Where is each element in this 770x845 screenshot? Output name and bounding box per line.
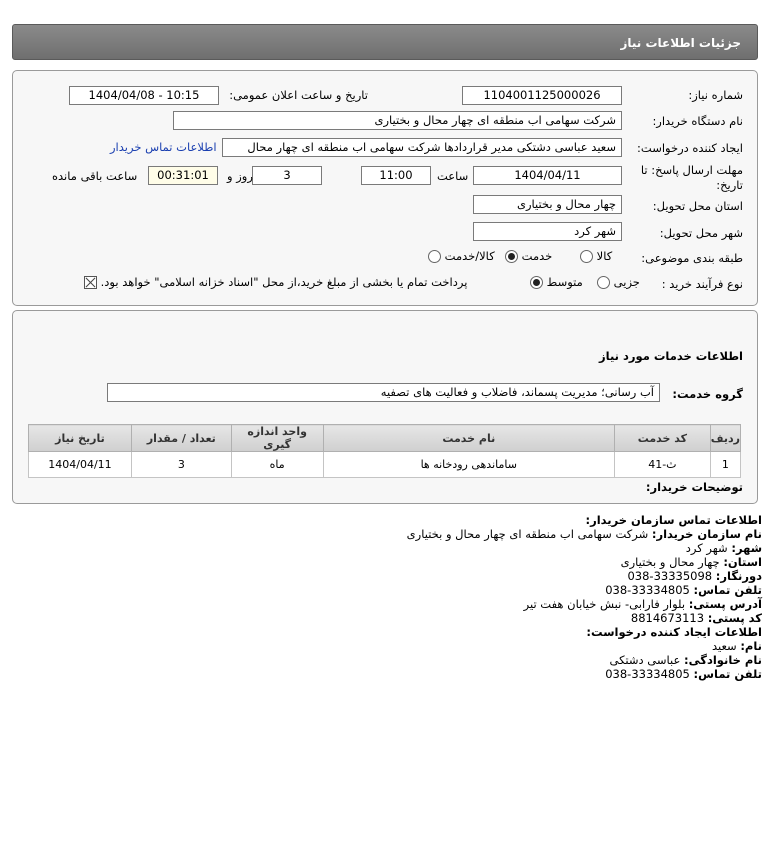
contact-phone-value: 038-33334805	[605, 583, 690, 597]
process-label: نوع فرآیند خرید :	[661, 277, 743, 291]
days-label: روز و	[227, 169, 253, 183]
cell-row: 1	[710, 452, 740, 478]
page-header	[12, 24, 758, 60]
deadline-time-field[interactable]: 11:00	[361, 166, 431, 185]
city-label: شهر محل تحویل:	[659, 226, 743, 240]
page-title: جزئیات اطلاعات نیاز	[620, 36, 741, 50]
contact-address-value: بلوار فارابی- نبش خیابان هفت تیر	[523, 597, 686, 611]
cell-code: ث-41	[614, 452, 710, 478]
creator-name	[712, 639, 762, 653]
category-option-goods[interactable]	[580, 249, 612, 263]
creator-family-label: نام خانوادگی:	[684, 653, 762, 667]
category-goods-text: کالا	[596, 249, 613, 263]
deadline-date-field[interactable]: 1404/04/11	[473, 166, 622, 185]
process-option-medium[interactable]	[530, 275, 583, 289]
radio-medium[interactable]	[530, 276, 543, 289]
category-goods-service-text: کالا/خدمت	[444, 249, 495, 263]
contact-org-value: شرکت سهامی اب منطقه ای چهار محال و بختیاری	[406, 527, 649, 541]
payment-checkbox[interactable]	[84, 276, 97, 289]
contact-address	[524, 597, 762, 611]
cell-name: ساماندهی رودخانه ها	[323, 452, 614, 478]
days-field[interactable]: 3	[252, 166, 322, 185]
buyer-org-field[interactable]: شرکت سهامی اب منطقه ای چهار محال و بختیاری	[173, 111, 622, 130]
cell-date: 1404/04/11	[29, 452, 132, 478]
table-row[interactable]	[29, 452, 741, 478]
category-label: طبقه بندی موضوعی:	[641, 251, 743, 265]
contact-postal	[631, 611, 762, 625]
contact-province-value: چهار محال و بختیاری	[620, 555, 720, 569]
process-option-minor[interactable]	[597, 275, 640, 289]
remaining-label: ساعت باقی مانده	[52, 169, 138, 183]
col-name: نام خدمت	[323, 425, 614, 452]
contact-phone-label: تلفن تماس:	[693, 583, 762, 597]
creator-phone-value: 038-33334805	[605, 667, 690, 681]
contact-city	[686, 541, 762, 555]
creator-label: ایجاد کننده درخواست:	[637, 141, 743, 155]
announce-date-field[interactable]: 1404/04/08 - 10:15	[69, 86, 219, 105]
col-qty: تعداد / مقدار	[131, 425, 231, 452]
services-table-header	[29, 425, 741, 452]
service-group-label: گروه خدمت:	[672, 387, 743, 401]
contact-fax-value: 038-33335098	[627, 569, 713, 583]
creator-family	[609, 653, 762, 667]
cell-qty: 3	[131, 452, 231, 478]
announce-date-label: تاریخ و ساعت اعلان عمومی:	[229, 88, 368, 102]
services-section-title: اطلاعات خدمات مورد نیاز	[599, 349, 743, 363]
contact-fax	[627, 569, 762, 583]
process-minor-text: جزیی	[613, 275, 640, 289]
creator-name-value: سعید	[711, 639, 737, 653]
buyer-org-label: نام دستگاه خریدار:	[652, 114, 743, 128]
contact-address-label: آدرس پستی:	[688, 597, 762, 611]
need-number-label: شماره نیاز:	[688, 88, 743, 102]
col-unit: واحد اندازه گیری	[231, 425, 323, 452]
contact-city-label: شهر:	[731, 541, 762, 555]
city-field[interactable]: شهر کرد	[473, 222, 622, 241]
services-table	[28, 424, 741, 478]
contact-city-value: شهر کرد	[685, 541, 728, 555]
contact-province-label: استان:	[723, 555, 762, 569]
radio-goods[interactable]	[580, 250, 593, 263]
creator-name-label: نام:	[740, 639, 762, 653]
deadline-time-label: ساعت	[437, 169, 469, 183]
province-label: استان محل تحویل:	[652, 199, 743, 213]
deadline-label: مهلت ارسال پاسخ: تا تاریخ:	[640, 163, 743, 192]
remaining-time-field: 00:31:01	[148, 166, 218, 185]
contact-postal-label: کد پستی:	[707, 611, 762, 625]
service-group-field[interactable]: آب رسانی؛ مدیریت پسماند، فاضلاب و فعالیت های تصفیه	[107, 383, 660, 402]
col-date: تاریخ نیاز	[29, 425, 132, 452]
radio-goods-service[interactable]	[428, 250, 441, 263]
contact-org	[407, 527, 762, 541]
category-option-service[interactable]	[505, 249, 552, 263]
payment-note	[84, 275, 467, 289]
col-code: کد خدمت	[614, 425, 710, 452]
creator-field[interactable]: سعید عباسی دشتکی مدیر قراردادها شرکت سهامی اب منطقه ای چهار محال	[222, 138, 622, 157]
creator-info-title: اطلاعات ایجاد کننده درخواست:	[586, 625, 762, 639]
process-medium-text: متوسط	[546, 275, 583, 289]
need-number-field[interactable]: 1104001125000026	[462, 86, 622, 105]
radio-service[interactable]	[505, 250, 518, 263]
creator-family-value: عباسی دشتکی	[609, 653, 681, 667]
col-row: ردیف	[710, 425, 740, 452]
province-field[interactable]: چهار محال و بختیاری	[473, 195, 622, 214]
contact-postal-value: 8814673113	[630, 611, 705, 625]
contact-title: اطلاعات تماس سازمان خریدار:	[585, 513, 762, 527]
buyer-notes	[646, 480, 743, 494]
category-option-goods-service[interactable]	[428, 249, 495, 263]
category-service-text: خدمت	[521, 249, 553, 263]
buyer-contact-link[interactable]: اطلاعات تماس خریدار	[110, 140, 217, 154]
creator-phone-label: تلفن تماس:	[693, 667, 762, 681]
contact-fax-label: دورنگار:	[715, 569, 762, 583]
buyer-notes-label: توضیحات خریدار:	[645, 480, 743, 494]
contact-province	[621, 555, 762, 569]
contact-phone	[605, 583, 762, 597]
creator-phone	[605, 667, 762, 681]
payment-note-text: پرداخت تمام یا بخشی از مبلغ خرید،از محل "اسناد خزانه اسلامی" خواهد بود.	[100, 275, 468, 289]
contact-org-label: نام سازمان خریدار:	[651, 527, 762, 541]
cell-unit: ماه	[231, 452, 323, 478]
radio-minor[interactable]	[597, 276, 610, 289]
